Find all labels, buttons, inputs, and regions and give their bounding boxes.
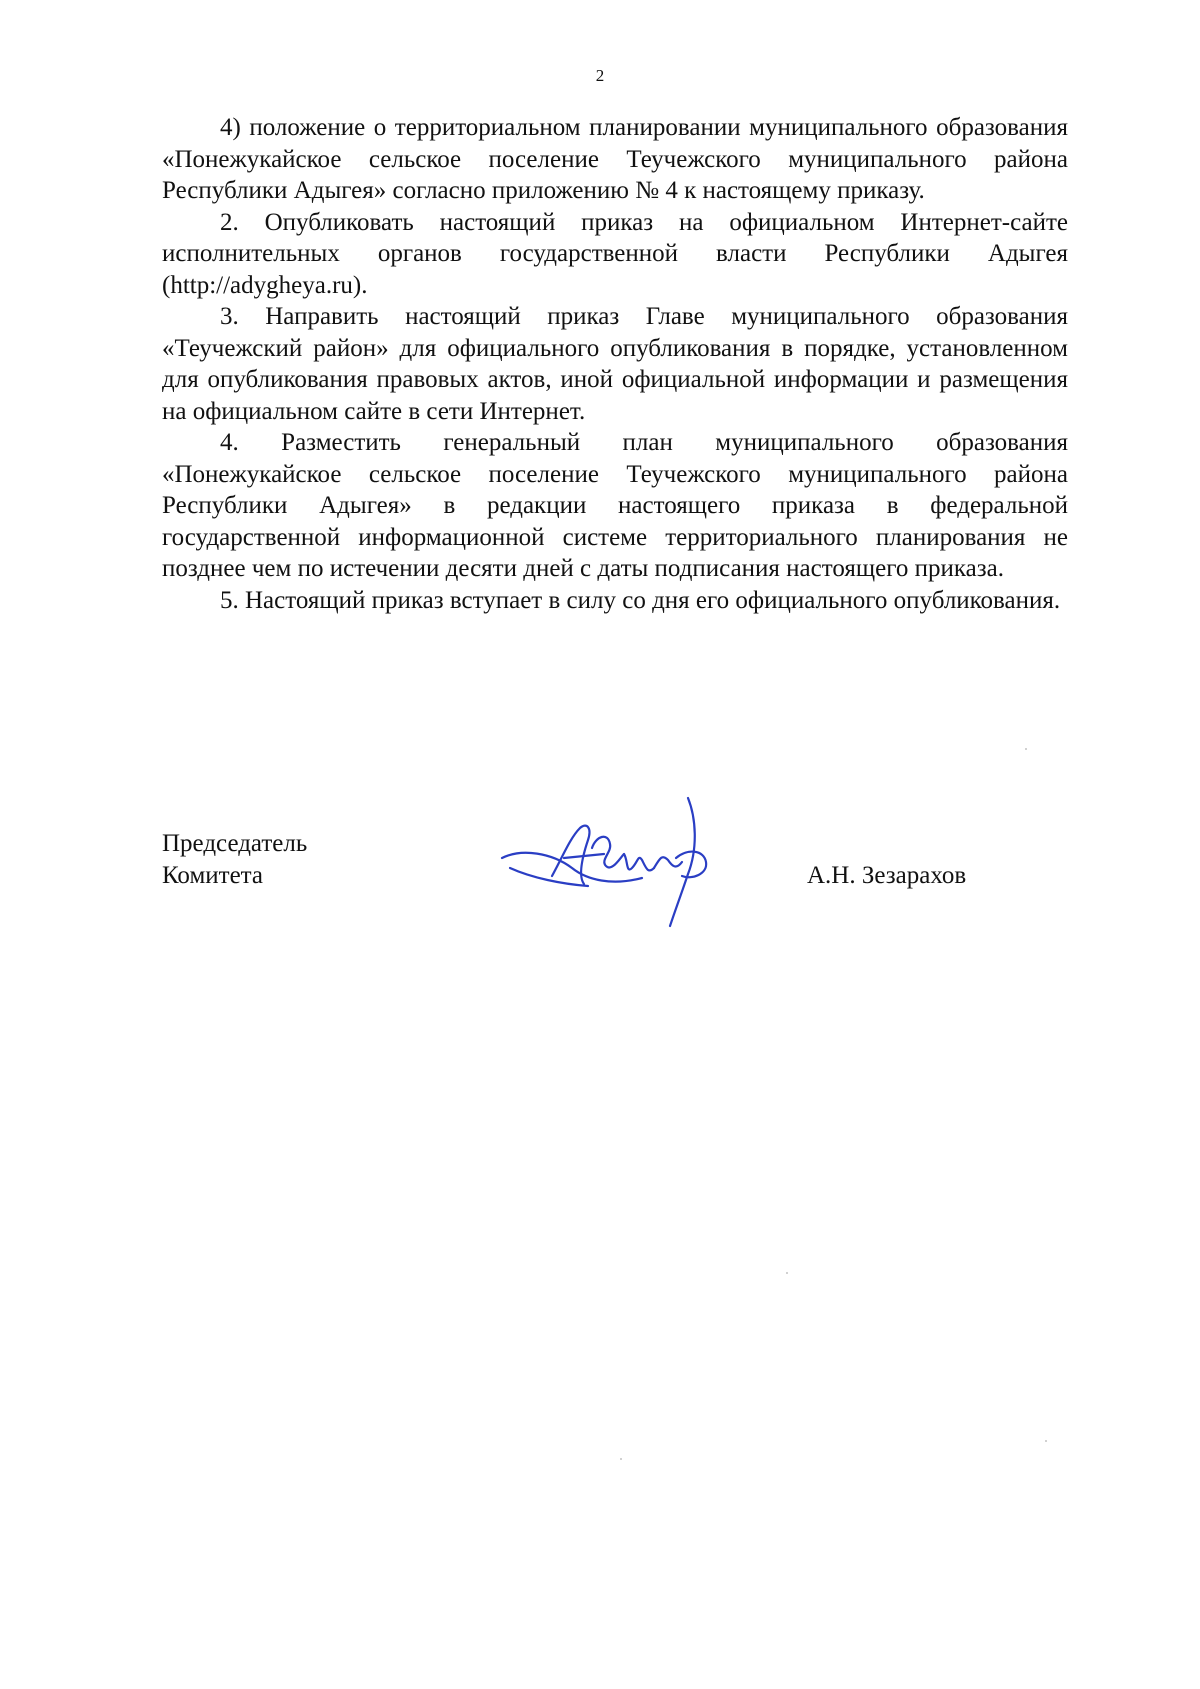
signature-block: [162, 828, 1068, 948]
page-number: 2: [595, 66, 605, 85]
paragraph-entry-into-force: 5. Настоящий приказ вступает в силу со дня его официального опубликования.: [220, 586, 1061, 614]
signatory-position-line2: Комитета: [162, 862, 264, 889]
paragraph-item-4: 4) положение о территориальном планировании муниципального образования «Понежукайское сельское поселение Теучежского муниципального района Республики Адыгея» согласно приложению № 4 к настоящему приказу.: [162, 114, 1068, 204]
signatory-position: [162, 828, 307, 892]
handwritten-signature: [492, 788, 732, 928]
scan-speck: [1025, 748, 1027, 750]
scan-speck: [620, 1458, 622, 1460]
signatory-name: А.Н. Зезарахов: [807, 862, 967, 889]
paragraph-send-to-head: 3. Направить настоящий приказ Главе муниципального образования «Теучежский район» для официального опубликования в порядке, установленном для опубликования правовых актов, иной официальной информации и размещения на официальном сайте в сети Интернет.: [162, 303, 1068, 425]
scan-speck: [1045, 1440, 1047, 1442]
paragraph-publish-website: 2. Опубликовать настоящий приказ на официальном Интернет-сайте исполнительных органов государственной власти Республики Адыгея (http://adygheya.ru).: [162, 208, 1068, 299]
paragraph-place-in-fgis: 4. Разместить генеральный план муниципального образования «Понежукайское сельское поселение Теучежского муниципального района Республики Адыгея» в редакции настоящего приказа в федеральной государственной информационной системе территориального планирования не позднее чем по истечении десяти дней с даты подписания настоящего приказа.: [162, 429, 1068, 582]
signatory-position-line1: Председатель: [162, 830, 308, 857]
document-body: [162, 112, 1068, 616]
scan-speck: [786, 1272, 788, 1274]
